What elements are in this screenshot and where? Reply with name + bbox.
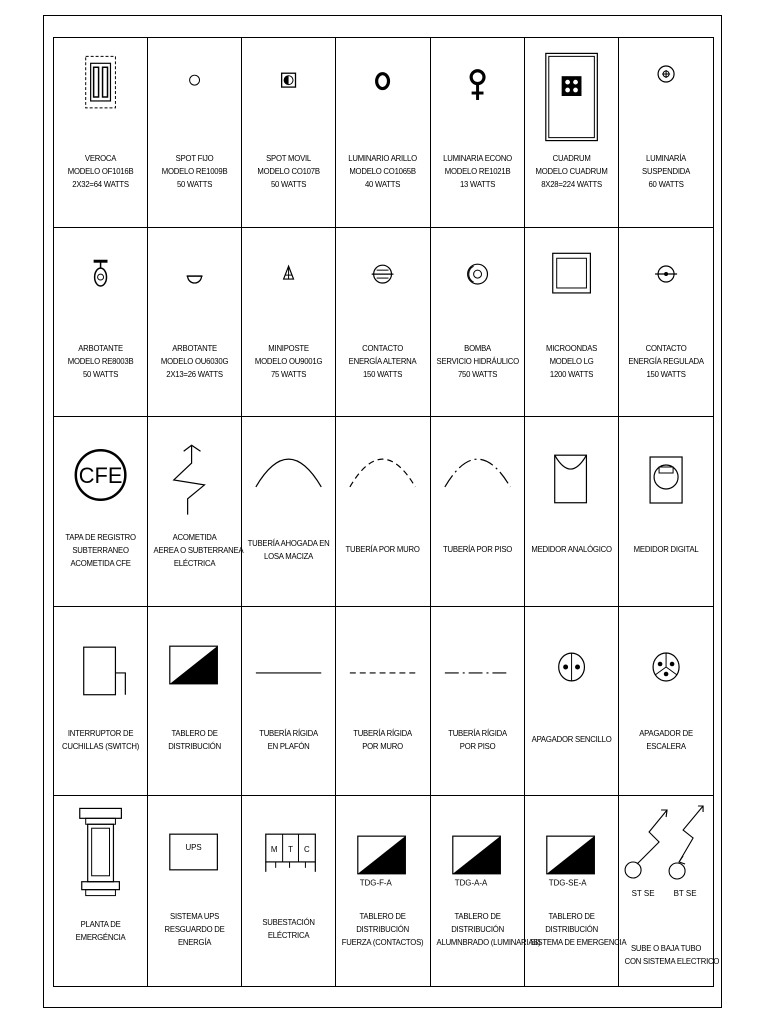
sube-baja-tubo-name: SUBE O BAJA TUBO — [630, 943, 702, 954]
microondas-model: MODELO LG — [549, 355, 594, 366]
contacto-alterna-name: CONTACTO — [362, 342, 404, 353]
bomba-type: SERVICIO HIDRÁULICO — [436, 355, 519, 366]
rigida-muro-type: POR MURO — [362, 740, 404, 751]
cell-spot-fijo — [148, 38, 242, 228]
planta-emergencia-name: PLANTA DE — [80, 919, 121, 930]
subestacion-name: SUBESTACIÓN — [262, 917, 316, 928]
subestacion-type: ELÉCTRICA — [268, 930, 310, 941]
spot-fijo-label — [154, 152, 236, 191]
tablero-fuerza-label — [342, 910, 424, 949]
cell-tablero-emergencia — [525, 796, 627, 986]
rigida-plafon-type: EN PLAFÓN — [267, 740, 310, 751]
luminario-arillo-icon — [336, 46, 429, 146]
miniposte-name: MINIPOSTE — [268, 342, 310, 353]
acometida-service: ELÉCTRICA — [174, 558, 216, 569]
tablero-emergencia-service: SISTEMA DE EMERGENCIA — [530, 937, 627, 948]
tablero-fuerza-code: TDG-F-A — [360, 879, 393, 889]
spot-movil-model: MODELO CO107B — [257, 166, 321, 176]
rigida-piso-name: TUBERÍA RÍGIDA — [447, 727, 507, 738]
tablero-fuerza-service: FUERZA (CONTACTOS) — [342, 937, 424, 948]
sube-baja-tubo-type: CON SISTEMA ELECTRICO — [624, 956, 720, 967]
cell-rigida-plafon — [242, 607, 336, 797]
cell-contacto-alterna — [336, 228, 430, 418]
cell-medidor-digital — [619, 417, 713, 607]
tablero-type: DISTRIBUCIÓN — [168, 740, 222, 751]
tuberia-ahogada-name: TUBERÍA AHOGADA EN — [247, 538, 330, 549]
cell-contacto-regulada — [619, 228, 713, 418]
tablero-alumbrado-code: TDG-A-A — [454, 879, 487, 889]
cuadrum-icon — [525, 46, 618, 146]
arbotante-re-label — [60, 342, 142, 381]
miniposte-model: MODELO OU9001G — [255, 355, 323, 366]
luminaria-econo-watts: 13 WATTS — [459, 179, 495, 189]
cell-sube-baja-tubo — [619, 796, 720, 986]
cell-medidor-analogico — [525, 417, 619, 607]
contacto-regulada-watts: 150 WATTS — [646, 368, 686, 379]
cell-tuberia-muro — [336, 417, 430, 607]
tuberia-piso-icon — [431, 425, 524, 525]
rigida-muro-label — [342, 727, 424, 753]
microondas-name: MICROONDAS — [545, 342, 597, 353]
tablero-icon — [148, 615, 241, 715]
sistema-ups-name: SISTEMA UPS — [170, 911, 220, 922]
arbotante-re-model: MODELO RE8003B — [67, 355, 134, 366]
cell-rigida-piso — [431, 607, 525, 797]
interruptor-label — [60, 727, 142, 753]
rigida-muro-icon — [336, 615, 429, 715]
subestacion-t: T — [288, 845, 294, 855]
microondas-label — [530, 342, 612, 381]
cuadrum-watts: 8X28=224 WATTS — [540, 179, 602, 189]
tablero-fuerza-name: TABLERO DE — [359, 911, 407, 922]
luminario-arillo-watts: 40 WATTS — [365, 179, 401, 189]
rigida-piso-label — [436, 727, 518, 753]
apagador-sencillo-label — [530, 733, 612, 746]
spot-movil-watts: 50 WATTS — [271, 179, 307, 189]
symbol-legend-table — [53, 37, 720, 987]
sistema-ups-service: ENERGÍA — [178, 937, 212, 948]
ups-icon — [148, 802, 241, 902]
medidor-digital-icon — [619, 425, 713, 525]
bomba-icon — [431, 236, 524, 336]
luminario-arillo-name: LUMINARIO ARILLO — [348, 153, 418, 163]
sube-baja-tubo-icon — [619, 798, 713, 898]
cell-microondas — [525, 228, 619, 418]
cfe-icon — [54, 425, 147, 525]
veroca-watts: 2X32=64 WATTS — [72, 179, 129, 189]
tuberia-muro-label — [342, 543, 424, 556]
medidor-analogico-label — [530, 543, 612, 556]
veroca-model: MODELO OF1016B — [67, 166, 134, 176]
contacto-alterna-label — [342, 342, 424, 381]
tablero-alumbrado-name: TABLERO DE — [454, 911, 501, 922]
bomba-watts: 750 WATTS — [457, 368, 497, 379]
luminaria-suspendida-type: SUSPENDIDA — [641, 166, 690, 176]
luminaria-econo-label — [436, 152, 518, 191]
contacto-regulada-label — [624, 342, 707, 381]
rigida-plafon-icon — [242, 615, 335, 715]
tapa-registro-name: TAPA DE REGISTRO — [65, 532, 136, 543]
apagador-escalera-label — [624, 727, 707, 753]
tablero-emergencia-icon — [525, 802, 618, 902]
tablero-emergencia-name: TABLERO DE — [548, 911, 595, 922]
arbotante-re-icon — [54, 236, 147, 336]
cell-interruptor — [54, 607, 148, 797]
spot-movil-icon — [242, 46, 335, 146]
tablero-emergencia-type: DISTRIBUCIÓN — [544, 924, 598, 935]
interruptor-name: INTERRUPTOR DE — [67, 727, 134, 738]
subestacion-m: M — [271, 845, 278, 855]
cell-apagador-escalera — [619, 607, 713, 797]
sistema-ups-label — [154, 910, 236, 949]
cell-acometida — [148, 417, 242, 607]
tablero-fuerza-type: DISTRIBUCIÓN — [356, 924, 410, 935]
arbotante-ou-model: MODELO OU6030G — [161, 355, 229, 366]
rigida-plafon-label — [248, 727, 330, 753]
acometida-label — [153, 531, 244, 570]
cell-arbotante-re — [54, 228, 148, 418]
baja-text: BT SE — [673, 889, 697, 899]
contacto-alterna-watts: 150 WATTS — [363, 368, 403, 379]
acometida-type: AEREA O SUBTERRANEA — [153, 545, 244, 556]
luminaria-econo-name: LUMINARIA ECONO — [442, 153, 512, 163]
apagador-escalera-icon — [619, 615, 713, 715]
medidor-analogico-name: MEDIDOR ANALÓGICO — [531, 544, 612, 555]
tablero-alumbrado-service: ALUMNBRADO (LUMINARIAS) — [436, 937, 541, 948]
cell-tablero-fuerza — [336, 796, 430, 986]
tuberia-ahogada-label — [248, 537, 330, 563]
cell-sistema-ups — [148, 796, 242, 986]
apagador-escalera-name: APAGADOR DE — [639, 727, 693, 738]
cfe-text: CFE — [78, 463, 123, 489]
contacto-regulada-name: CONTACTO — [645, 342, 687, 353]
medidor-digital-label — [624, 543, 707, 556]
acometida-icon — [148, 425, 241, 525]
spot-fijo-watts: 50 WATTS — [177, 179, 213, 189]
contacto-alterna-type: ENERGÍA ALTERNA — [349, 355, 417, 366]
luminario-arillo-label — [342, 152, 424, 191]
tuberia-muro-name: TUBERÍA POR MURO — [345, 544, 421, 555]
tapa-registro-service: ACOMETIDA CFE — [70, 558, 131, 569]
miniposte-label — [248, 342, 330, 381]
arbotante-ou-name: ARBOTANTE — [172, 342, 218, 353]
veroca-label — [60, 152, 142, 191]
veroca-name: VEROCA — [84, 153, 117, 163]
subestacion-label — [248, 916, 330, 942]
tapa-registro-label — [60, 531, 142, 570]
arbotante-re-name: ARBOTANTE — [78, 342, 123, 353]
cell-luminaria-suspendida — [619, 38, 713, 228]
acometida-name: ACOMETIDA — [172, 532, 217, 543]
tuberia-ahogada-icon — [242, 425, 335, 525]
apagador-sencillo-name: APAGADOR SENCILLO — [531, 733, 612, 744]
arbotante-ou-watts: 2X13=26 WATTS — [166, 368, 224, 379]
medidor-digital-name: MEDIDOR DIGITAL — [633, 544, 699, 555]
cell-planta-emergencia — [54, 796, 148, 986]
luminaria-suspendida-name: LUMINARÍA — [645, 153, 686, 163]
cuadrum-model: MODELO CUADRUM — [535, 166, 608, 176]
tablero-emergencia-code: TDG-SE-A — [548, 879, 587, 889]
tapa-registro-type: SUBTERRANEO — [72, 545, 129, 556]
cell-miniposte — [242, 228, 336, 418]
veroca-icon — [54, 46, 147, 146]
subestacion-icon — [242, 802, 335, 902]
luminaria-suspendida-icon — [619, 46, 713, 146]
arbotante-ou-icon — [148, 236, 241, 336]
ups-text: UPS — [185, 843, 202, 853]
cell-tapa-registro — [54, 417, 148, 607]
luminario-arillo-model: MODELO CO1065B — [349, 166, 417, 176]
contacto-alterna-icon — [336, 236, 429, 336]
interruptor-icon — [54, 615, 147, 715]
sube-text: ST SE — [631, 889, 655, 899]
cell-veroca — [54, 38, 148, 228]
cell-spot-movil — [242, 38, 336, 228]
miniposte-icon — [242, 236, 335, 336]
rigida-muro-name: TUBERÍA RÍGIDA — [353, 727, 413, 738]
spot-fijo-model: MODELO RE1009B — [161, 166, 228, 176]
sube-baja-tubo-label — [624, 942, 720, 968]
cell-rigida-muro — [336, 607, 430, 797]
tablero-fuerza-icon — [336, 802, 429, 902]
tablero-emergencia-label — [530, 910, 627, 949]
spot-movil-name: SPOT MOVIL — [266, 153, 312, 163]
sistema-ups-type: RESGUARDO DE — [164, 924, 225, 935]
cell-subestacion — [242, 796, 336, 986]
tablero-alumbrado-label — [436, 910, 541, 949]
cell-bomba — [431, 228, 525, 418]
rigida-piso-type: POR PISO — [459, 740, 495, 751]
luminaria-econo-model: MODELO RE1021B — [444, 166, 510, 176]
planta-emergencia-icon — [54, 802, 147, 902]
bomba-name: BOMBA — [463, 342, 491, 353]
rigida-plafon-name: TUBERÍA RÍGIDA — [259, 727, 319, 738]
apagador-escalera-type: ESCALERA — [646, 740, 686, 751]
microondas-icon — [525, 236, 618, 336]
cell-cuadrum — [525, 38, 619, 228]
luminaria-suspendida-label — [624, 152, 707, 191]
medidor-analogico-icon — [525, 425, 618, 525]
tuberia-ahogada-type: LOSA MACIZA — [264, 551, 314, 562]
arbotante-re-watts: 50 WATTS — [82, 368, 119, 379]
luminaria-econo-icon — [431, 46, 524, 146]
contacto-regulada-type: ENERGÍA REGULADA — [628, 355, 704, 366]
cell-luminaria-econo — [431, 38, 525, 228]
tablero-name: TABLERO DE — [171, 727, 218, 738]
arbotante-ou-label — [154, 342, 236, 381]
microondas-watts: 1200 WATTS — [549, 368, 593, 379]
cell-tablero-alumbrado — [431, 796, 541, 986]
subestacion-c: C — [304, 845, 311, 855]
cell-apagador-sencillo — [525, 607, 619, 797]
miniposte-watts: 75 WATTS — [271, 368, 307, 379]
tablero-label — [154, 727, 236, 753]
interruptor-type: CUCHILLAS (SWITCH) — [61, 740, 140, 751]
tuberia-muro-icon — [336, 425, 429, 525]
cell-luminario-arillo — [336, 38, 430, 228]
cell-tuberia-ahogada — [242, 417, 336, 607]
spot-fijo-name: SPOT FIJO — [175, 153, 214, 163]
tuberia-piso-label — [436, 543, 518, 556]
cuadrum-name: CUADRUM — [552, 153, 591, 163]
spot-fijo-icon — [148, 46, 241, 146]
tablero-alumbrado-type: DISTRIBUCIÓN — [450, 924, 504, 935]
luminaria-suspendida-watts: 60 WATTS — [648, 179, 684, 189]
cell-tuberia-piso — [431, 417, 525, 607]
tuberia-piso-name: TUBERÍA POR PISO — [442, 544, 512, 555]
bomba-label — [436, 342, 518, 381]
planta-emergencia-label — [60, 918, 142, 944]
apagador-sencillo-icon — [525, 615, 618, 715]
contacto-regulada-icon — [619, 236, 713, 336]
rigida-piso-icon — [431, 615, 524, 715]
spot-movil-label — [248, 152, 330, 191]
tablero-alumbrado-icon — [431, 802, 524, 902]
cell-arbotante-ou — [148, 228, 242, 418]
cuadrum-label — [530, 152, 612, 191]
cell-tablero — [148, 607, 242, 797]
planta-emergencia-type: EMERGÉNCIA — [75, 932, 126, 943]
